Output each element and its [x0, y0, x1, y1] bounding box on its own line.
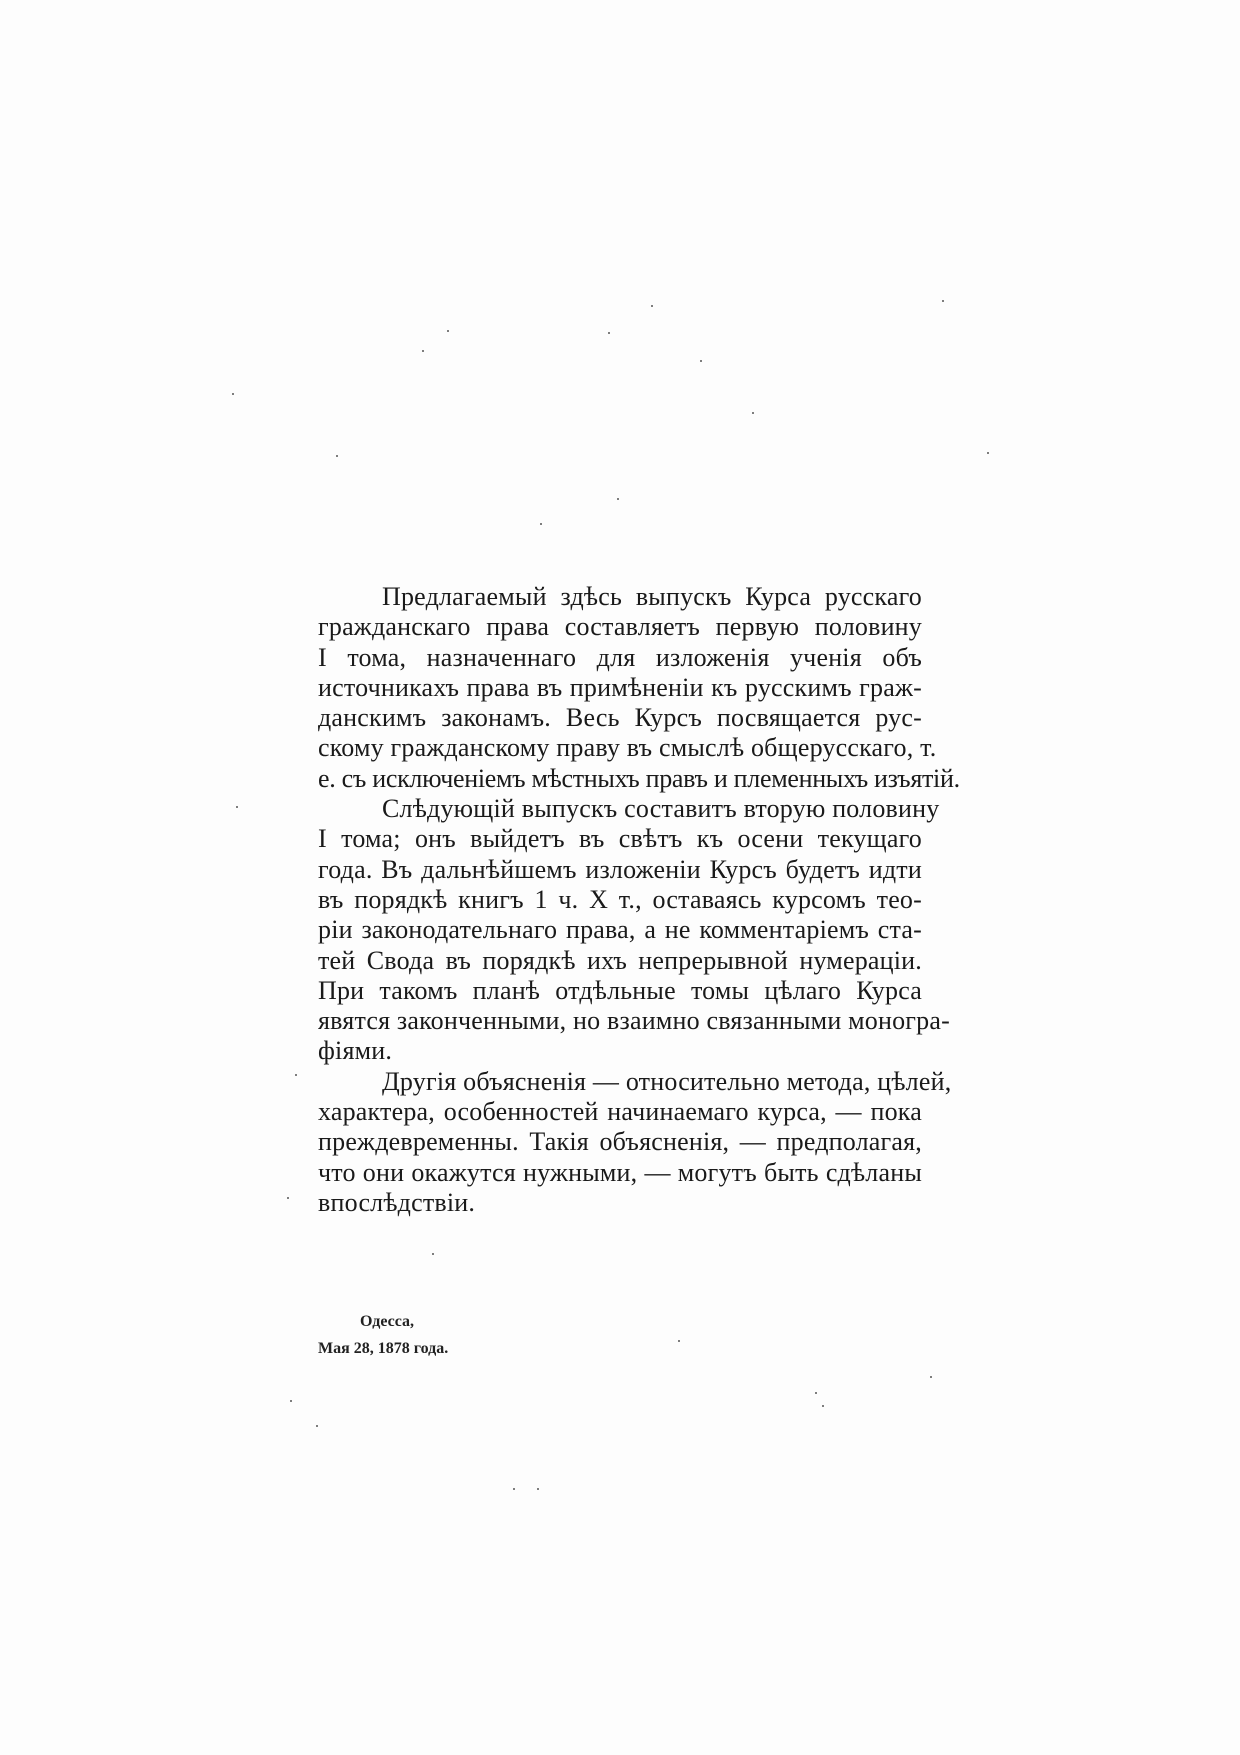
scan-speck [316, 1425, 318, 1427]
text-line: года. Въ дальнѣйшемъ изложеніи Курсъ будетъ идти [318, 854, 922, 884]
text-line: I тома; онъ выйдетъ въ свѣтъ къ осени текущаго [318, 824, 922, 854]
scan-speck [540, 523, 542, 525]
scan-speck [651, 305, 653, 307]
scan-speck [336, 455, 338, 457]
scan-speck [232, 393, 234, 395]
scan-speck [617, 498, 619, 500]
text-line: преждевременны. Такія объясненія, — предполагая, [318, 1127, 922, 1157]
text-line: тей Свода въ порядкѣ ихъ непрерывной нумераціи. [318, 945, 922, 975]
text-line: ріи законодательнаго права, а не комментаріемъ ста- [318, 915, 922, 945]
scan-speck [447, 330, 449, 332]
signature-date: Мая 28, 1878 года. [318, 1340, 449, 1357]
text-line: При такомъ планѣ отдѣльные томы цѣлаго Курса [318, 975, 922, 1005]
scan-speck [236, 806, 238, 808]
text-line: Слѣдующій выпускъ составитъ вторую половину [382, 794, 940, 824]
text-line: данскимъ законамъ. Весь Курсъ посвящается рус- [318, 703, 922, 733]
scan-speck [752, 412, 754, 414]
scan-speck [537, 1488, 539, 1490]
scan-speck [422, 350, 424, 352]
scan-speck [295, 1074, 297, 1076]
paragraph-2 [318, 794, 950, 1067]
paragraph-1 [318, 582, 960, 794]
text-line: явятся законченными, но взаимно связанными моногра- [318, 1006, 950, 1036]
text-line: впослѣдствіи. [318, 1187, 476, 1217]
scan-speck [700, 360, 702, 362]
scan-speck [678, 1340, 680, 1342]
signature-block [318, 1308, 448, 1362]
scan-speck [815, 1392, 817, 1394]
scan-speck [822, 1405, 824, 1407]
text-line: Предлагаемый здѣсь выпускъ Курса русскаго [382, 582, 922, 611]
text-line: I тома, назначеннаго для изложенія ученія объ [318, 642, 922, 672]
scan-speck [930, 1376, 932, 1378]
scan-speck [290, 1400, 292, 1402]
text-line: что они окажутся нужными, — могутъ быть сдѣланы [318, 1157, 922, 1187]
paragraph-3 [318, 1066, 952, 1218]
scan-speck [608, 332, 610, 334]
text-line: въ порядкѣ книгъ 1 ч. X т., оставаясь курсомъ тео- [318, 884, 922, 914]
text-line: фіями. [318, 1036, 393, 1066]
text-line: гражданскаго права составляетъ первую половину [318, 612, 922, 642]
signature-city: Одесса, [360, 1313, 415, 1330]
text-line: Другія объясненія — относительно метода, цѣлей, [382, 1066, 952, 1096]
text-line: характера, особенностей начинаемаго курса, — пока [318, 1097, 922, 1127]
scan-speck [942, 300, 944, 302]
preface-text [318, 582, 960, 1218]
text-line: скому гражданскому праву въ смыслѣ общерусскаго, т. [318, 733, 937, 763]
scan-speck [513, 1488, 515, 1490]
text-line: е. съ исключеніемъ мѣстныхъ правъ и племенныхъ изъятій. [318, 763, 960, 793]
scan-speck [287, 1197, 289, 1199]
scan-speck [432, 1253, 434, 1255]
scan-speck [987, 452, 989, 454]
text-line: источникахъ права въ примѣненіи къ русскимъ граж- [318, 672, 922, 702]
